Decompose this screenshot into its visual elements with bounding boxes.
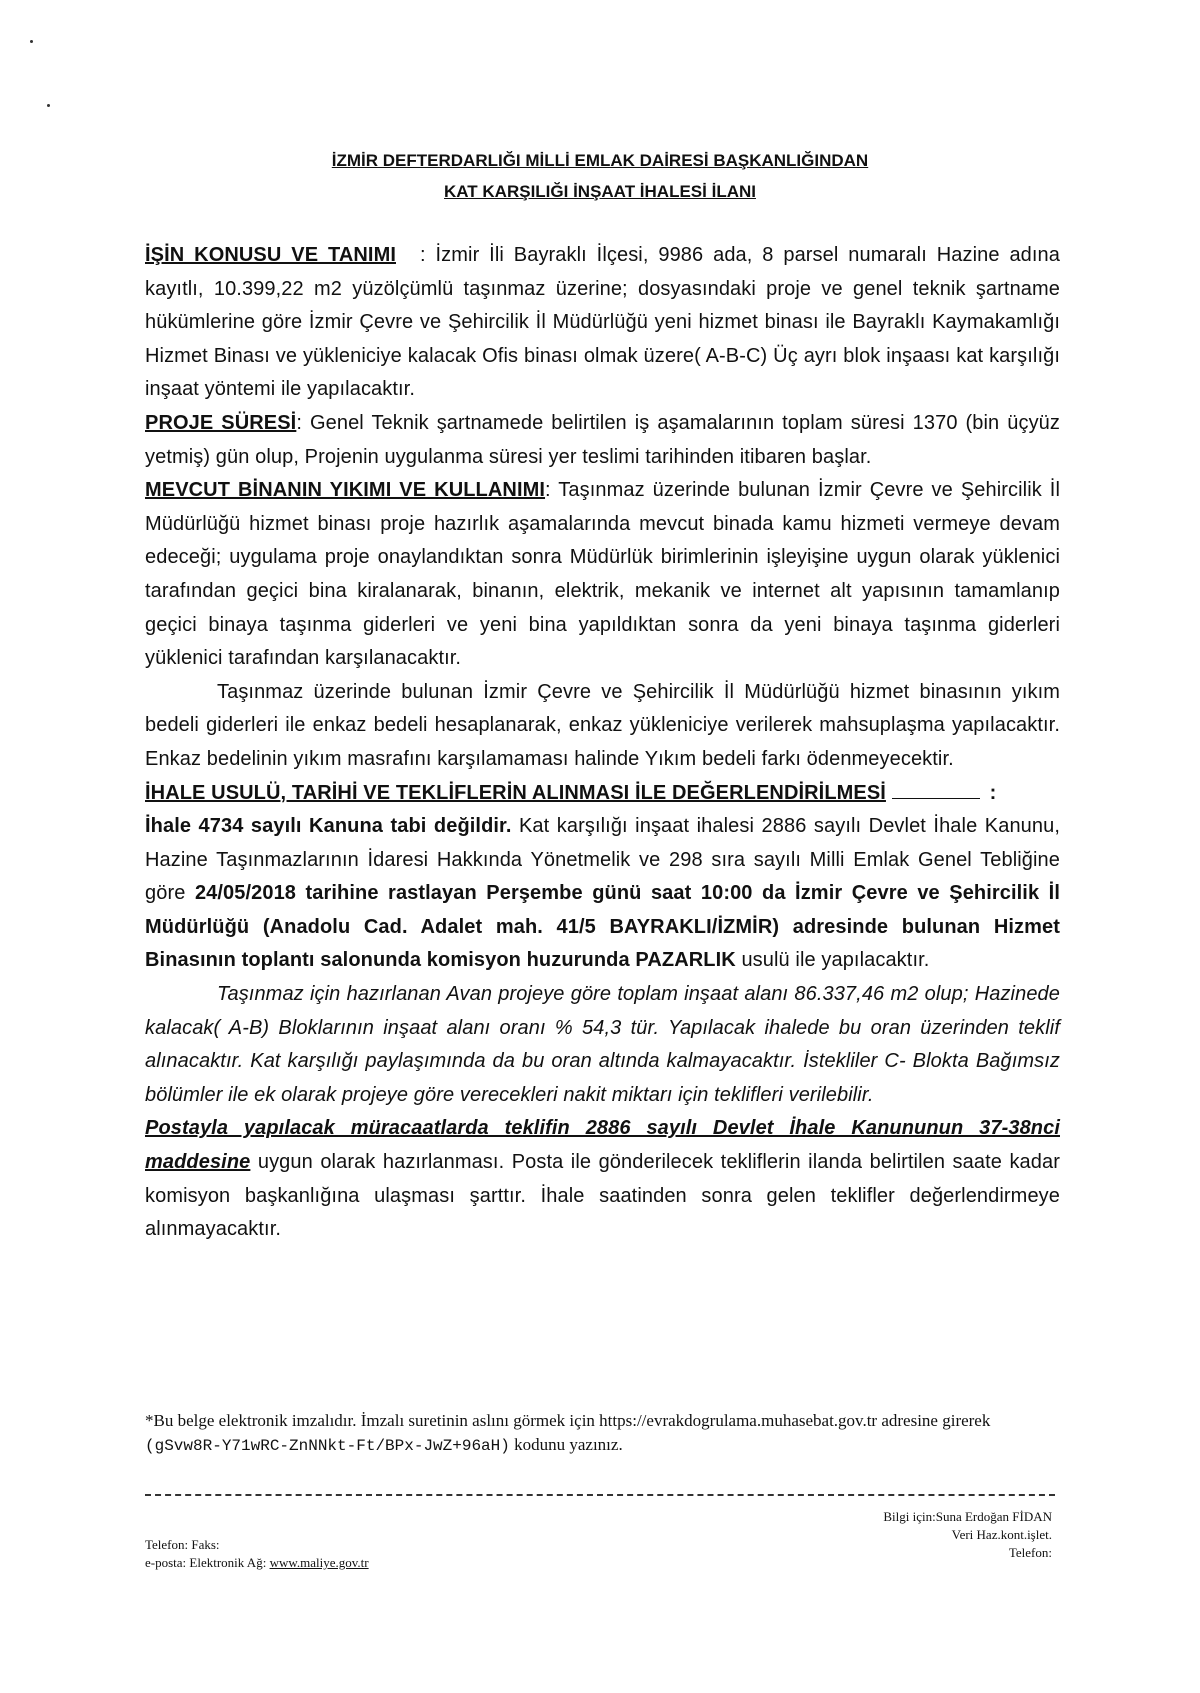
tender-text-a: Kat karşılığı inşaat ihalesi 2886 sayılı Devlet İhale Kanunu, Hazine Taşınmazlarının İdaresi Hakkında Yönetmelik ve 298 sıra sayılı Milli Emlak Genel Tebliğine göre — [145, 815, 1060, 905]
section-subject-heading: İŞİN KONUSU VE TANIMI — [145, 244, 396, 266]
footer-phone-fax: Telefon: Faks: — [145, 1537, 220, 1552]
esign-text-a: *Bu belge elektronik imzalıdır. İmzalı suretinin aslını görmek için https://evrakdogrulama.muhasebat.gov.tr adresine girerek — [145, 1411, 991, 1430]
tender-bold-mid: 24/05/2018 tarihine rastlayan Perşembe günü saat 10:00 da İzmir Çevre ve Şehircilik İl Müdürlüğü (Anadolu Cad. Adalet mah. 41/5 BAYRAKLI/İZMİR) adresinde bulunan Hizmet Binasının toplantı salonunda komisyon huzurunda PAZARLIK — [145, 882, 1060, 972]
tender-postal-emphasis: Postayla yapılacak müracaatlarda teklifin 2886 sayılı Devlet İhale Kanununun 37-38nci maddesine — [145, 1117, 1060, 1174]
section-subject-text: : İzmir İli Bayraklı İlçesi, 9986 ada, 8 parsel numaralı Hazine adına kayıtlı, 10.399,22 m2 yüzölçümlü taşınmaz üzerine; dosyasındaki proje ve genel teknik şartname hükümlerine göre İzmir Çevre ve Şehircilik İl Müdürlüğü yeni hizmet binası ile Bayraklı Kaymakamlığı Hizmet Binası ve yükleniciye kalacak Ofis binası olmak üzere( A-B-C) Üç ayrı blok inşaası kat karşılığı inşaat yöntemi ile yapılacaktır. — [145, 244, 1060, 401]
document-body — [145, 239, 1060, 1247]
scan-speck — [30, 40, 33, 43]
section-duration-text: : Genel Teknik şartnamede belirtilen iş aşamalarının toplam süresi 1370 (bin üçyüz yetmiş) gün olup, Projenin uygulanma süresi yer teslimi tarihinden itibaren başlar. — [145, 411, 1060, 468]
footer-info: Bilgi için:Suna Erdoğan FİDAN — [883, 1509, 1052, 1524]
esign-code: (gSvw8R-Y71wRC-ZnNNkt-Ft/BPx-JwZ+96aH) — [145, 1437, 510, 1455]
section-tender-heading: İHALE USULÜ, TARİHİ VE TEKLİFLERİN ALINMASI İLE DEĞERLENDİRİLMESİ — [145, 781, 886, 804]
section-demolition — [145, 474, 1060, 676]
section-tender-text — [145, 810, 1060, 978]
esign-text-b: kodunu yazınız. — [509, 1435, 623, 1454]
footer-website-link[interactable]: www.maliye.gov.tr — [269, 1555, 369, 1570]
tender-text-b: usulü ile yapılacaktır. — [735, 949, 930, 972]
tender-postal-paragraph — [145, 1112, 1060, 1246]
tender-italic-paragraph: Taşınmaz için hazırlanan Avan projeye göre toplam inşaat alanı 86.337,46 m2 olup; Hazinede kalacak( A-B) Bloklarının inşaat alanı oranı % 54,3 tür. Yapılacak ihalede bu oran üzerinden teklif alınacaktır. Kat karşılığı paylaşımında da bu oran altında kalmayacaktır. İstekliler C- Blokta Bağımsız bölümler ile ek olarak projeye göre verecekleri nakit miktarı için teklifleri verilebilir. — [145, 983, 1060, 1106]
scan-speck — [47, 104, 50, 107]
section-duration-heading: PROJE SÜRESİ — [145, 411, 297, 434]
section-demolition-paragraph-2: Taşınmaz üzerinde bulunan İzmir Çevre ve Şehircilik İl Müdürlüğü hizmet binasının yıkım bedeli giderleri ile enkaz bedeli hesaplanarak, enkaz yükleniciye verilerek mahsuplaşma yapılacaktır. Enkaz bedelinin yıkım masrafını karşılamaması halinde Yıkım bedeli farkı ödenmeyecektir. — [145, 680, 1060, 770]
footer-email-line — [145, 1554, 369, 1572]
section-tender-heading-line — [145, 777, 1060, 811]
header-line-2: KAT KARŞILIĞI İNŞAAT İHALESİ İLANI — [444, 182, 756, 201]
footer-contact-right — [883, 1508, 1052, 1562]
tender-bold-intro: İhale 4734 sayılı Kanuna tabi değildir. — [145, 815, 512, 838]
section-duration — [145, 407, 1060, 474]
section-tender-colon: : — [989, 781, 997, 804]
footer-phone-right: Telefon: — [1008, 1545, 1052, 1560]
header-line-1: İZMİR DEFTERDARLIĞI MİLLİ EMLAK DAİRESİ BAŞKANLIĞINDAN — [331, 151, 869, 170]
section-demolition-heading: MEVCUT BİNANIN YIKIMI VE KULLANIMI — [145, 479, 546, 502]
dashed-divider — [145, 1494, 1055, 1496]
tender-postal-text: uygun olarak hazırlanması. Posta ile gönderilecek tekliflerin ilanda belirtilen saate kadar komisyon başkanlığına ulaşması şarttır. İhale saatinden sonra gelen teklifler değerlendirmeye alınmayacaktır. — [145, 1151, 1060, 1241]
section-demolition-text: : Taşınmaz üzerinde bulunan İzmir Çevre ve Şehircilik İl Müdürlüğü hizmet binası proje hazırlık aşamalarında mevcut binada kamu hizmeti vermeye devam edeceği; uygulama proje onaylandıktan sonra Müdürlük birimlerinin işleyişine uygun olarak yüklenici tarafından geçici bina kiralanarak, binanın, elektrik, mekanik ve internet alt yapısının tamamlanıp geçici binaya taşınma giderleri ve yeni bina yapıldıktan sonra da yeni binaya taşınma giderleri yüklenici tarafından karşılanacaktır. — [145, 479, 1061, 670]
section-subject — [145, 239, 1060, 407]
footer-email-label: e-posta: Elektronik Ağ: — [145, 1555, 270, 1570]
footer-title: Veri Haz.kont.işlet. — [951, 1527, 1052, 1542]
document-header — [0, 145, 1200, 207]
footer-contact-left — [145, 1536, 369, 1572]
esign-note — [145, 1409, 1045, 1458]
